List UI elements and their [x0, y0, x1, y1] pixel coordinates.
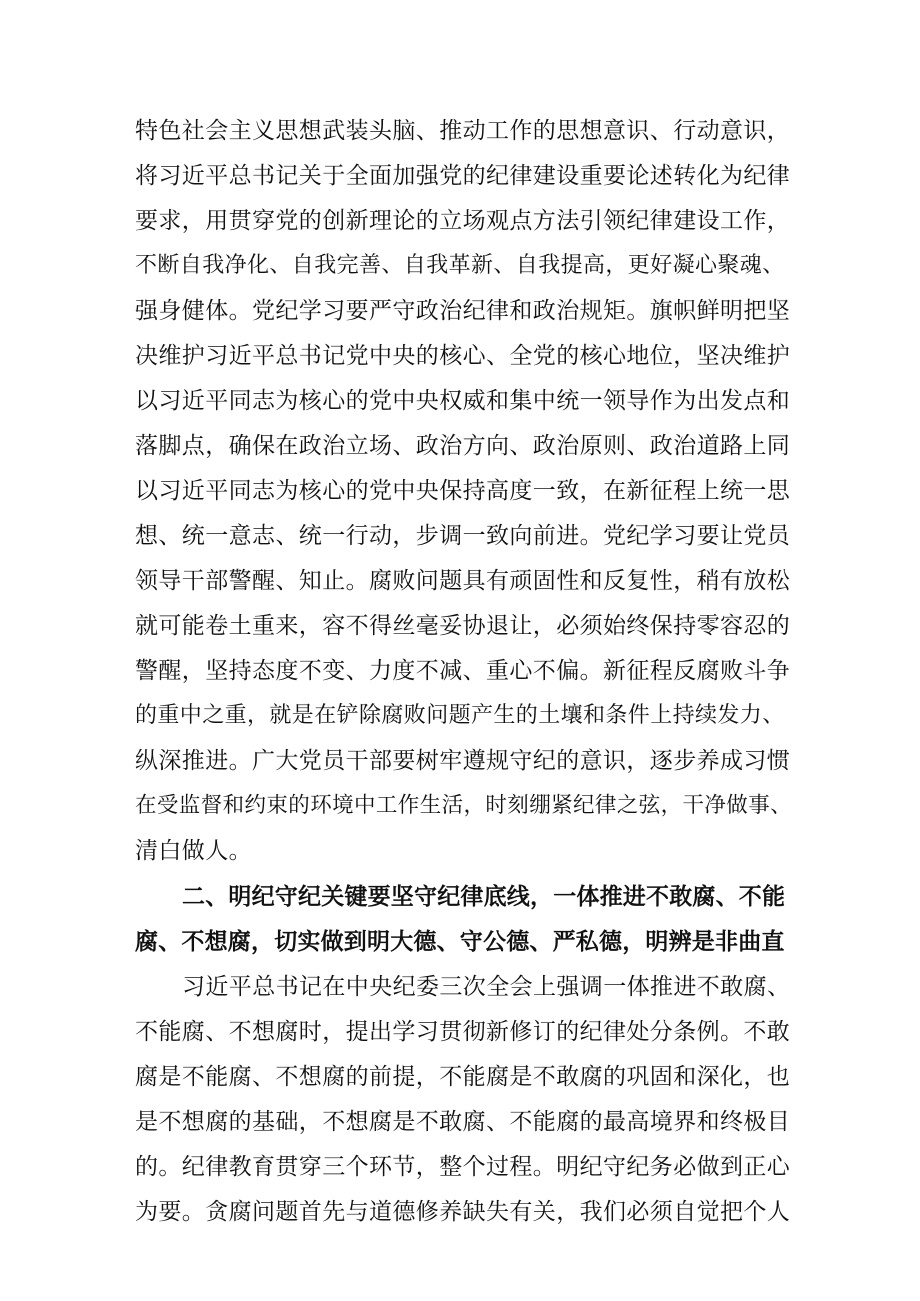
heading-line: 二、明纪守纪关键要坚守纪律底线，一体推进不敢腐、不能 — [182, 884, 786, 910]
text-line: 将习近平总书记关于全面加强党的纪律建设重要论述转化为纪律 — [135, 163, 791, 189]
text-line: 腐是不能腐、不想腐的前提，不能腐是不敢腐的巩固和深化，也 — [135, 1064, 791, 1090]
text-line: 清白做人。 — [135, 838, 252, 864]
text-line: 习近平总书记在中央纪委三次全会上强调一体推进不敢腐、 — [182, 974, 791, 1000]
text-line: 的。纪律教育贯穿三个环节，整个过程。明纪守纪务必做到正心 — [135, 1154, 791, 1180]
text-line: 的重中之重，就是在铲除腐败问题产生的土壤和条件上持续发力、 — [135, 703, 785, 728]
text-line: 决维护习近平总书记党中央的核心、全党的核心地位，坚决维护 — [135, 343, 791, 369]
text-line: 纵深推进。广大党员干部要树牢遵规守纪的意识，逐步养成习惯 — [135, 748, 791, 774]
text-line: 在受监督和约束的环境中工作生活，时刻绷紧纪律之弦，干净做事、 — [135, 793, 793, 818]
text-line: 落脚点，确保在政治立场、政治方向、政治原则、政治道路上同 — [135, 433, 791, 459]
text-line: 是不想腐的基础，不想腐是不敢腐、不能腐的最高境界和终极目 — [135, 1109, 791, 1135]
text-line: 为要。贪腐问题首先与道德修养缺失有关，我们必须自觉把个人 — [135, 1199, 791, 1225]
text-line: 以习近平同志为核心的党中央权威和集中统一领导作为出发点和 — [135, 388, 791, 414]
text-line: 不能腐、不想腐时，提出学习贯彻新修订的纪律处分条例。不敢 — [135, 1019, 791, 1045]
text-line: 以习近平同志为核心的党中央保持高度一致，在新征程上统一思 — [135, 478, 791, 504]
text-line: 要求，用贯穿党的创新理论的立场观点方法引领纪律建设工作， — [135, 208, 791, 234]
heading-line: 腐、不想腐，切实做到明大德、守公德、严私德，明辨是非曲直 — [135, 929, 785, 955]
text-line: 想、统一意志、统一行动，步调一致向前进。党纪学习要让党员 — [135, 523, 791, 549]
text-line: 不断自我净化、自我完善、自我革新、自我提高，更好凝心聚魂、 — [135, 253, 785, 278]
text-line: 特色社会主义思想武装头脑、推动工作的思想意识、行动意识， — [135, 118, 791, 144]
text-line: 强身健体。党纪学习要严守政治纪律和政治规矩。旗帜鲜明把坚 — [135, 298, 791, 324]
text-line: 就可能卷土重来，容不得丝毫妥协退让，必须始终保持零容忍的 — [135, 613, 791, 639]
text-line: 警醒，坚持态度不变、力度不减、重心不偏。新征程反腐败斗争 — [135, 658, 791, 684]
text-line: 领导干部警醒、知止。腐败问题具有顽固性和反复性，稍有放松 — [135, 568, 791, 594]
